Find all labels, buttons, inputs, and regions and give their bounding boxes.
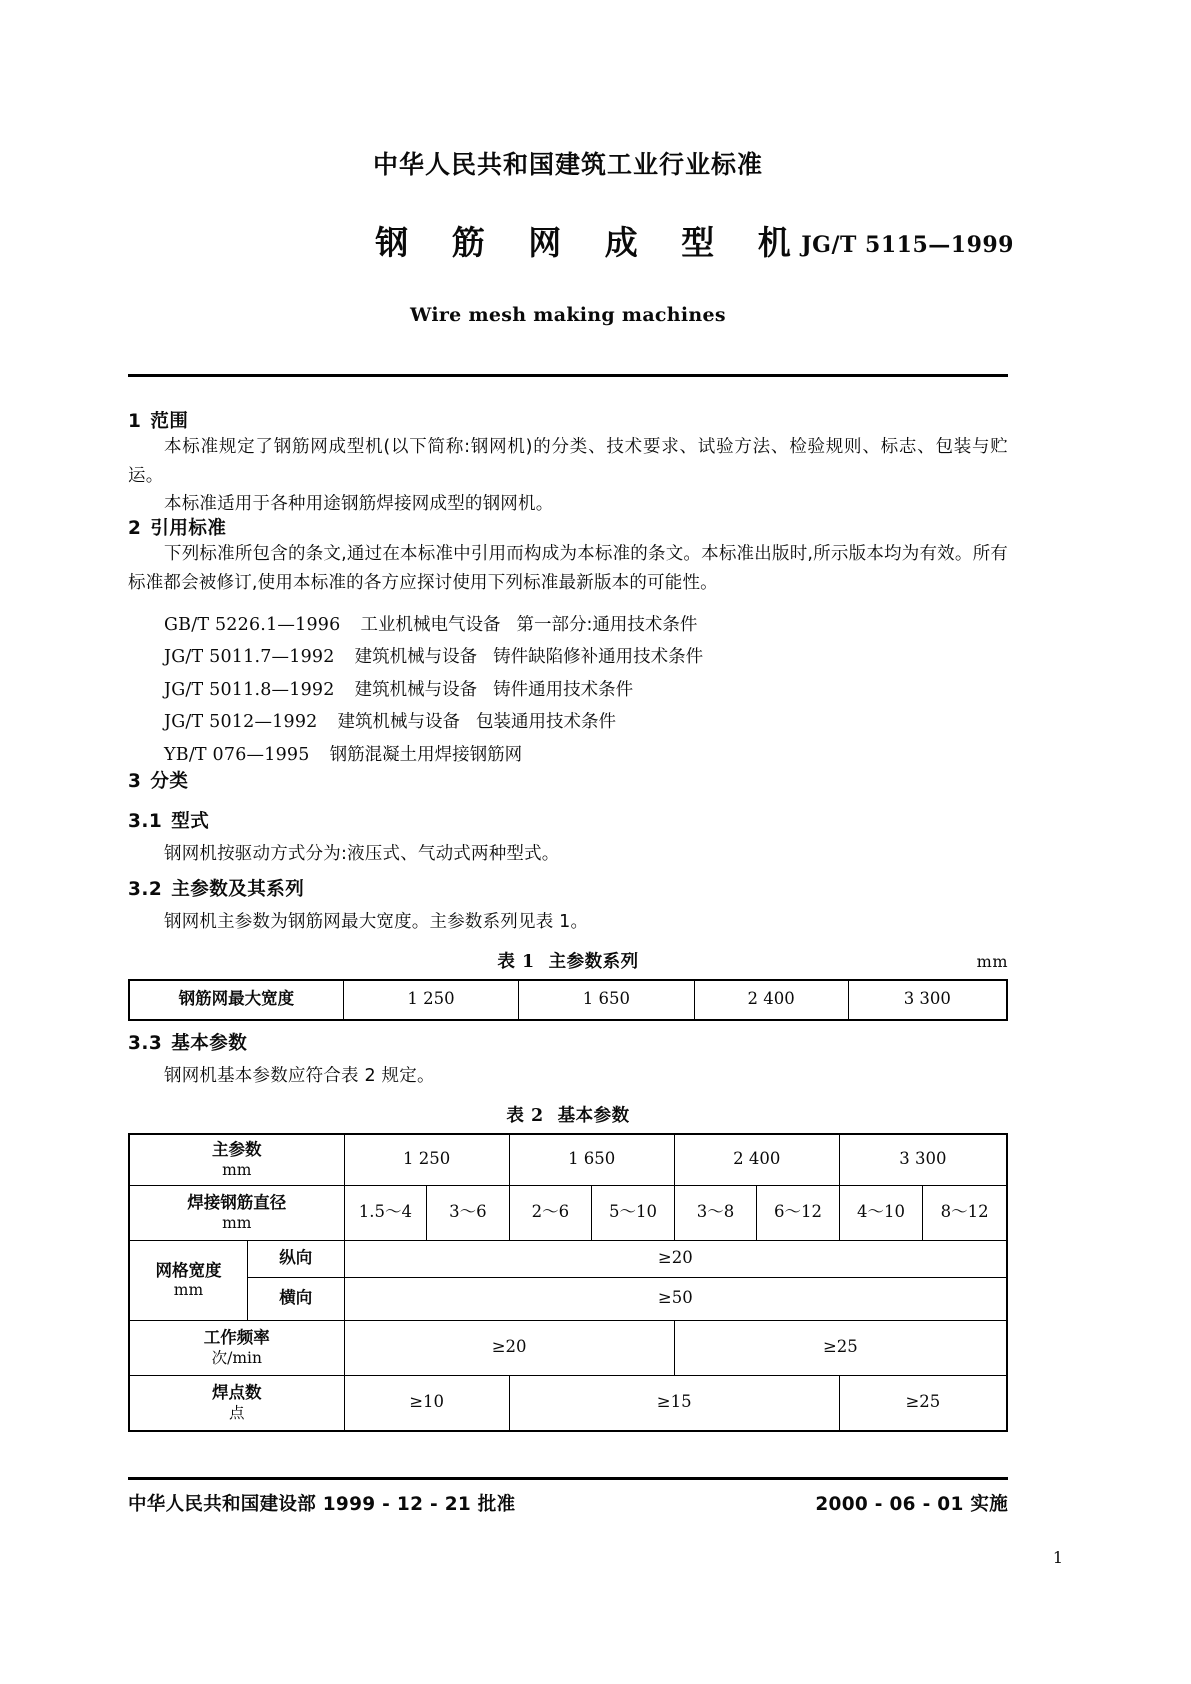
header-divider: [128, 374, 1008, 377]
list-item: [128, 641, 1008, 673]
table-cell: 2～6: [509, 1185, 592, 1240]
title-row: [128, 223, 1014, 272]
reference-code: JG/T 5012—1992: [164, 712, 318, 733]
section-heading-2: [128, 518, 1008, 540]
mesh-width-unit: mm: [173, 1281, 204, 1300]
footer-approval-text: 中华人民共和国建设部 1999 - 12 - 21 批准: [128, 1494, 516, 1515]
table-cell: 8～12: [923, 1185, 1007, 1240]
section-number-1: 1: [128, 411, 142, 432]
table-cell: 1 650: [509, 1134, 674, 1186]
table-row: [129, 1185, 1007, 1240]
table-cell: 3～6: [427, 1185, 510, 1240]
section-1-paragraph-2: 本标准适用于各种用途钢筋焊接网成型的钢网机。: [164, 493, 554, 514]
table-row: [129, 1240, 1007, 1277]
table-cell: ≥20: [344, 1320, 674, 1375]
table-cell: 1.5～4: [344, 1185, 427, 1240]
section-number-3-3: 3.3: [128, 1032, 163, 1054]
section-3-2-paragraph: 钢网机主参数为钢筋网最大宽度。主参数系列见表 1。: [164, 911, 589, 932]
weld-points-label: 焊点数: [212, 1383, 262, 1403]
mesh-width-label: 网格宽度: [155, 1260, 222, 1280]
weld-points-unit: 点: [229, 1403, 245, 1422]
table-1-caption: [128, 954, 1008, 972]
section-3-1-paragraph: 钢网机按驱动方式分为:液压式、气动式两种型式。: [164, 844, 560, 865]
table-cell: ≥15: [509, 1375, 839, 1431]
section-title-3-2: 主参数及其系列: [171, 878, 305, 900]
section-number-3-1: 3.1: [128, 811, 163, 833]
table-1-unit: mm: [976, 952, 1008, 972]
table-2-weld-points-header: [129, 1375, 344, 1431]
section-heading-3-2: [128, 879, 1008, 901]
table-cell: 2 400: [694, 980, 848, 1020]
table-row: [129, 1320, 1007, 1375]
referenced-standards-list: [128, 609, 1008, 771]
reference-title: 钢筋混凝土用焊接钢筋网: [329, 744, 523, 765]
frequency-label: 工作频率: [203, 1328, 270, 1348]
table-1-label: 表 1: [497, 952, 535, 973]
authority-line: 中华人民共和国建筑工业行业标准: [372, 150, 763, 179]
footer-divider: [128, 1477, 1008, 1480]
table-cell: 1 250: [344, 1134, 509, 1186]
footer-effective-text: 2000 - 06 - 01 实施: [815, 1494, 1008, 1515]
reference-subtitle: 铸件通用技术条件: [493, 679, 634, 700]
page-content: [128, 0, 1014, 1432]
section-number-2: 2: [128, 518, 142, 540]
table-cell: ≥50: [344, 1277, 1007, 1320]
table-cell: 6～12: [757, 1185, 840, 1240]
table-1-row-header: 钢筋网最大宽度: [129, 980, 343, 1020]
table-2-main-param-header: [129, 1134, 344, 1186]
table-cell: ≥25: [674, 1320, 1007, 1375]
section-title-1: 范围: [150, 411, 189, 432]
reference-code: GB/T 5226.1—1996: [164, 615, 341, 636]
table-2-mesh-width-header: [129, 1240, 248, 1320]
table-cell: 3～8: [674, 1185, 757, 1240]
section-heading-3: [128, 771, 1008, 793]
table-row: [129, 1277, 1007, 1320]
table-2-frequency-header: [129, 1320, 344, 1375]
section-heading-3-1: [128, 811, 1008, 833]
table-2-title: 基本参数: [557, 1106, 630, 1127]
standard-number: JG/T 5115—1999: [801, 232, 1014, 258]
reference-title: 工业机械电气设备: [360, 615, 501, 636]
section-title-3-1: 型式: [171, 811, 210, 833]
page-title: 钢 筋 网 成 型 机: [375, 223, 807, 262]
table-cell: 3 300: [848, 980, 1007, 1020]
title-english: Wire mesh making machines: [410, 304, 726, 326]
section-title-3: 分类: [150, 770, 189, 792]
table-basic-parameters: [128, 1133, 1008, 1432]
table-cell: 4～10: [839, 1185, 922, 1240]
section-heading-3-3: [128, 1033, 1008, 1055]
section-3-3-paragraph: 钢网机基本参数应符合表 2 规定。: [164, 1065, 435, 1086]
table-cell: 1 650: [519, 980, 694, 1020]
section-heading-1: [128, 411, 1008, 433]
table-row: [129, 1375, 1007, 1431]
reference-code: YB/T 076—1995: [164, 744, 310, 765]
reference-subtitle: 包装通用技术条件: [476, 712, 616, 733]
table-1-title: 主参数系列: [548, 952, 639, 973]
table-2-label: 表 2: [506, 1106, 544, 1127]
reference-title: 建筑机械与设备: [337, 712, 460, 733]
section-title-2: 引用标准: [150, 518, 227, 540]
table-cell: ≥10: [344, 1375, 509, 1431]
masthead: [128, 0, 1014, 326]
page-footer: [128, 1477, 1008, 1516]
reference-code: JG/T 5011.8—1992: [164, 679, 335, 700]
table-2-mesh-transverse-label: 横向: [248, 1277, 345, 1320]
weld-dia-label: 焊接钢筋直径: [187, 1193, 287, 1213]
table-main-parameter-series: [128, 979, 1008, 1021]
list-item: [128, 706, 1008, 738]
main-param-unit: mm: [222, 1160, 252, 1179]
table-cell: 5～10: [592, 1185, 675, 1240]
section-2-paragraph-1: 下列标准所包含的条文,通过在本标准中引用而构成为本标准的条文。本标准出版时,所示版本均为有效。所有标准都会被修订,使用本标准的各方应探讨使用下列标准最新版本的可能性。: [128, 544, 1008, 593]
reference-code: JG/T 5011.7—1992: [164, 647, 335, 668]
body-content: [128, 411, 1008, 1432]
list-item: [128, 674, 1008, 706]
table-row: [129, 1134, 1007, 1186]
table-2-caption: [128, 1108, 1008, 1126]
section-number-3: 3: [128, 770, 142, 792]
weld-dia-unit: mm: [222, 1213, 252, 1232]
table-cell: 3 300: [839, 1134, 1007, 1186]
table-cell: 1 250: [343, 980, 518, 1020]
reference-title: 建筑机械与设备: [354, 647, 478, 668]
list-item: [128, 739, 1008, 771]
main-param-label: 主参数: [212, 1140, 262, 1160]
reference-title: 建筑机械与设备: [354, 679, 478, 700]
list-item: [128, 609, 1008, 641]
frequency-unit: 次/min: [211, 1348, 262, 1367]
table-2-weld-dia-header: [129, 1185, 344, 1240]
section-title-3-3: 基本参数: [171, 1032, 248, 1054]
section-number-3-2: 3.2: [128, 878, 163, 900]
table-row: [129, 980, 1007, 1020]
section-1-paragraph-1: 本标准规定了钢筋网成型机(以下简称:钢网机)的分类、技术要求、试验方法、检验规则、标志、包装与贮运。: [128, 437, 1008, 486]
reference-subtitle: 铸件缺陷修补通用技术条件: [493, 647, 704, 668]
reference-subtitle: 第一部分:通用技术条件: [516, 615, 698, 636]
table-cell: 2 400: [674, 1134, 839, 1186]
page-number: 1: [1052, 1548, 1063, 1567]
table-2-mesh-longitudinal-label: 纵向: [248, 1240, 345, 1277]
table-cell: ≥20: [344, 1240, 1007, 1277]
table-cell: ≥25: [839, 1375, 1007, 1431]
footer-row: [128, 1490, 1008, 1516]
